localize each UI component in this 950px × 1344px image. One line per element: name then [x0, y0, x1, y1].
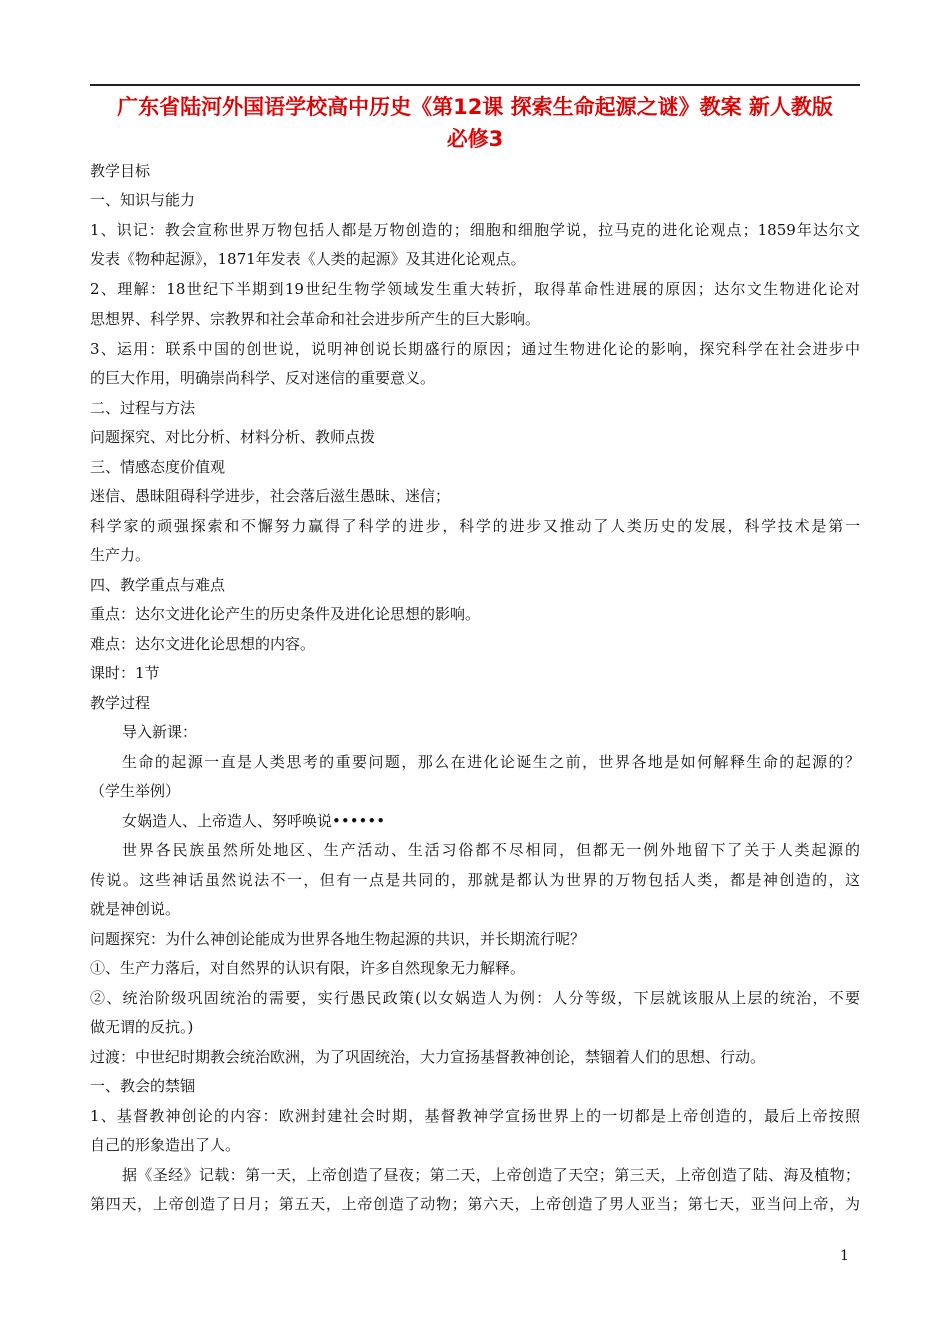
text-line: 问题探究：为什么神创论能成为世界各地生物起源的共识，并长期流行呢？ [90, 930, 586, 948]
text-line: 世界各民族虽然所处地区、生产活动、生活习俗都不尽相同，但都无一例外地留下了关于人类起源的 [122, 841, 860, 859]
text-line: 发表《物种起源》，1871年发表《人类的起源》及其进化论观点。 [90, 250, 526, 268]
text-line: 科学家的顽强探索和不懈努力赢得了科学的进步，科学的进步又推动了人类历史的发展，科学技术是第一 [90, 517, 860, 535]
text-line: 课时：1节 [90, 664, 160, 682]
header-rule [90, 84, 860, 86]
text-line: 生产力。 [90, 546, 151, 564]
text-line: 传说。这些神话虽然说法不一，但有一点是共同的，那就是都认为世界的万物包括人类，都是神创造的，这 [90, 871, 860, 889]
text-line: 一、知识与能力 [90, 191, 196, 209]
text-line: ①、生产力落后，对自然界的认识有限，许多自然现象无力解释。 [90, 959, 526, 977]
text-line: 1、基督教神创论的内容：欧洲封建社会时期，基督教神学宣扬世界上的一切都是上帝创造的，最后上帝按照 [90, 1107, 860, 1125]
text-line: 问题探究、对比分析、材料分析、教师点拨 [90, 428, 376, 446]
text-line: 1、识记：教会宣称世界万物包括人都是万物创造的；细胞和细胞学说，拉马克的进化论观点；1859年达尔文 [90, 221, 860, 239]
text-line: 二、过程与方法 [90, 399, 196, 417]
text-line: 2、理解：18世纪下半期到19世纪生物学领域发生重大转折，取得革命性进展的原因；达尔文生物进化论对 [90, 280, 860, 298]
text-line: 迷信、愚昧阻碍科学进步，社会落后滋生愚昧、迷信； [90, 487, 451, 505]
text-line: 四、教学重点与难点 [90, 576, 226, 594]
text-line: 女娲造人、上帝造人、努呼唤说•••••• [122, 812, 386, 830]
text-line: ②、统治阶级巩固统治的需要，实行愚民政策(以女娲造人为例：人分等级，下层就该服从上层的统治，不要 [90, 989, 860, 1007]
text-line: 第四天，上帝创造了日月；第五天，上帝创造了动物；第六天，上帝创造了男人亚当；第七天，亚当问上帝，为 [90, 1195, 860, 1213]
text-line: 一、教会的禁锢 [90, 1077, 196, 1095]
text-line: 三、情感态度价值观 [90, 458, 226, 476]
text-line: （学生举例） [90, 782, 181, 800]
text-line: 重点：达尔文进化论产生的历史条件及进化论思想的影响。 [90, 605, 481, 623]
page-number: 1 [840, 1248, 849, 1264]
text-line: 做无谓的反抗。) [90, 1018, 194, 1036]
document-title-line1: 广东省陆河外国语学校高中历史《第12课 探索生命起源之谜》教案 新人教版 [117, 95, 833, 119]
text-line: 教学目标 [90, 162, 151, 180]
text-line: 导入新课： [122, 723, 198, 741]
text-line: 教学过程 [90, 694, 151, 712]
text-line: 思想界、科学界、宗教界和社会革命和社会进步所产生的巨大影响。 [90, 310, 541, 328]
text-line: 难点：达尔文进化论思想的内容。 [90, 635, 316, 653]
text-line: 自己的形象造出了人。 [90, 1136, 241, 1154]
text-line: 就是神创说。 [90, 900, 181, 918]
text-line: 的巨大作用，明确崇尚科学、反对迷信的重要意义。 [90, 369, 436, 387]
text-line: 3、运用：联系中国的创世说，说明神创说长期盛行的原因；通过生物进化论的影响，探究科学在社会进步中 [90, 340, 860, 358]
document-title-line2: 必修3 [446, 127, 504, 151]
text-line: 过渡：中世纪时期教会统治欧洲，为了巩固统治，大力宣扬基督教神创论，禁锢着人们的思想、行动。 [90, 1048, 766, 1066]
text-line: 据《圣经》记载：第一天，上帝创造了昼夜；第二天，上帝创造了天空；第三天，上帝创造了陆、海及植物； [122, 1166, 860, 1184]
text-line: 生命的起源一直是人类思考的重要问题，那么在进化论诞生之前，世界各地是如何解释生命的起源的？ [122, 753, 860, 771]
